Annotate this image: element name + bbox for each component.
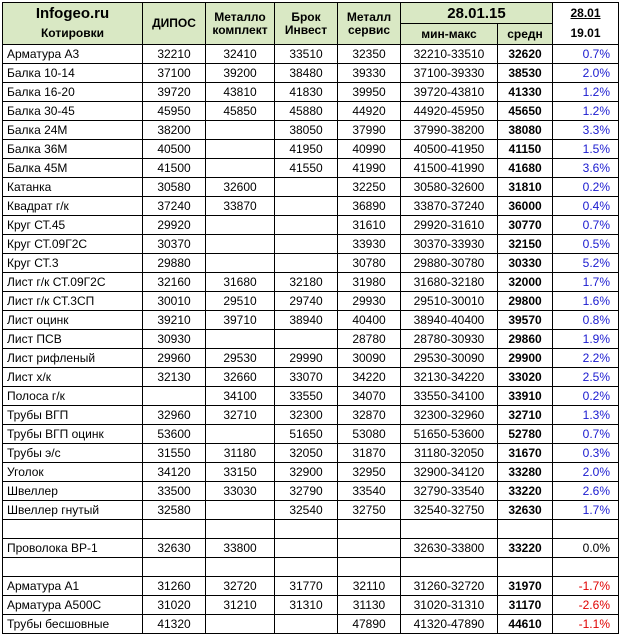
- price-metallservis: 44920: [338, 102, 401, 121]
- price-avg: 32150: [498, 235, 553, 254]
- price-change: 2.0%: [553, 463, 619, 482]
- price-metallservis: 36890: [338, 197, 401, 216]
- price-metallservis: 41990: [338, 159, 401, 178]
- price-brok-invest: 32050: [275, 444, 338, 463]
- table-row: [3, 596, 619, 615]
- price-avg: 29860: [498, 330, 553, 349]
- price-change: 1.3%: [553, 406, 619, 425]
- supplier-3-line-2: Инвест: [284, 22, 328, 37]
- product-name: Круг СТ.3: [3, 254, 143, 273]
- price-avg: 30770: [498, 216, 553, 235]
- price-range: 32210-33510: [401, 45, 498, 64]
- price-brok-invest: 32900: [275, 463, 338, 482]
- price-range: 31180-32050: [401, 444, 498, 463]
- table-row: [3, 330, 619, 349]
- price-change: 0.2%: [553, 178, 619, 197]
- product-name: Лист г/к СТ.3СП: [3, 292, 143, 311]
- price-avg: 41680: [498, 159, 553, 178]
- empty-cell: [206, 558, 275, 577]
- price-dipos: 40500: [143, 140, 206, 159]
- price-metallservis: 31870: [338, 444, 401, 463]
- price-change: 0.5%: [553, 235, 619, 254]
- empty-cell: [498, 558, 553, 577]
- price-metallservis: 32110: [338, 577, 401, 596]
- price-metallokomplekt: 31180: [206, 444, 275, 463]
- price-metallservis: 32950: [338, 463, 401, 482]
- price-metallservis: 47890: [338, 615, 401, 634]
- table-row: [3, 349, 619, 368]
- price-change: 0.7%: [553, 425, 619, 444]
- price-brok-invest: 33070: [275, 368, 338, 387]
- price-range: 31260-32720: [401, 577, 498, 596]
- product-name: Арматура А500С: [3, 596, 143, 615]
- price-metallokomplekt: 32720: [206, 577, 275, 596]
- price-metallokomplekt: [206, 121, 275, 140]
- product-name: Швеллер: [3, 482, 143, 501]
- price-avg: 39570: [498, 311, 553, 330]
- price-avg: 32630: [498, 501, 553, 520]
- price-metallokomplekt: [206, 615, 275, 634]
- table-row: [3, 368, 619, 387]
- price-dipos: 31550: [143, 444, 206, 463]
- price-metallokomplekt: 33030: [206, 482, 275, 501]
- avg-header: средн: [498, 24, 553, 45]
- price-change: 1.6%: [553, 292, 619, 311]
- price-metallservis: 29930: [338, 292, 401, 311]
- price-avg: 33220: [498, 482, 553, 501]
- price-range: 37990-38200: [401, 121, 498, 140]
- price-avg: 41150: [498, 140, 553, 159]
- table-row: [3, 254, 619, 273]
- price-avg: 33280: [498, 463, 553, 482]
- quotes-label: Котировки: [3, 24, 143, 45]
- price-metallokomplekt: 29510: [206, 292, 275, 311]
- supplier-4-header: [338, 3, 401, 45]
- table-row: [3, 311, 619, 330]
- table-row: [3, 64, 619, 83]
- supplier-1-header: ДИПОС: [143, 3, 206, 45]
- price-range: 32900-34120: [401, 463, 498, 482]
- supplier-3-header: [275, 3, 338, 45]
- price-range: 29510-30010: [401, 292, 498, 311]
- price-brok-invest: [275, 330, 338, 349]
- price-dipos: 30580: [143, 178, 206, 197]
- quote-date: 28.01.15: [401, 3, 553, 24]
- product-name: Балка 30-45: [3, 102, 143, 121]
- price-change: 1.5%: [553, 140, 619, 159]
- product-name: Арматура А3: [3, 45, 143, 64]
- price-change: 1.7%: [553, 273, 619, 292]
- price-metallokomplekt: [206, 425, 275, 444]
- product-name: Швеллер гнутый: [3, 501, 143, 520]
- table-row: [3, 235, 619, 254]
- price-dipos: 30930: [143, 330, 206, 349]
- price-change: 0.2%: [553, 387, 619, 406]
- table-row: [3, 273, 619, 292]
- price-brok-invest: 33510: [275, 45, 338, 64]
- price-dipos: 41320: [143, 615, 206, 634]
- price-brok-invest: [275, 216, 338, 235]
- price-metallokomplekt: 32410: [206, 45, 275, 64]
- table-row: [3, 387, 619, 406]
- price-brok-invest: 38480: [275, 64, 338, 83]
- product-name: Круг СТ.09Г2С: [3, 235, 143, 254]
- product-name: Трубы бесшовные: [3, 615, 143, 634]
- price-metallservis: 31980: [338, 273, 401, 292]
- price-metallokomplekt: 32600: [206, 178, 275, 197]
- table-row: [3, 539, 619, 558]
- price-dipos: 38200: [143, 121, 206, 140]
- product-name: Трубы э/с: [3, 444, 143, 463]
- price-brok-invest: 51650: [275, 425, 338, 444]
- price-metallservis: 39330: [338, 64, 401, 83]
- price-avg: 29900: [498, 349, 553, 368]
- price-avg: 30330: [498, 254, 553, 273]
- supplier-4-line-2: сервис: [347, 22, 391, 37]
- price-dipos: 29960: [143, 349, 206, 368]
- price-dipos: 39720: [143, 83, 206, 102]
- price-metallservis: 33540: [338, 482, 401, 501]
- product-name: Балка 36М: [3, 140, 143, 159]
- price-range: 29920-31610: [401, 216, 498, 235]
- product-name: Балка 10-14: [3, 64, 143, 83]
- product-name: Трубы ВГП: [3, 406, 143, 425]
- table-row: [3, 102, 619, 121]
- price-range: 32300-32960: [401, 406, 498, 425]
- price-metallservis: 40990: [338, 140, 401, 159]
- site-name: Infogeo.ru: [3, 3, 143, 24]
- price-change: -2.6%: [553, 596, 619, 615]
- price-avg: 38530: [498, 64, 553, 83]
- price-metallservis: 39950: [338, 83, 401, 102]
- empty-cell: [206, 520, 275, 539]
- supplier-3-line-1: Брок: [291, 9, 321, 24]
- price-metallservis: 53080: [338, 425, 401, 444]
- price-dipos: 33500: [143, 482, 206, 501]
- price-metallokomplekt: 43810: [206, 83, 275, 102]
- price-avg: 33020: [498, 368, 553, 387]
- empty-cell: [401, 558, 498, 577]
- price-range: 33550-34100: [401, 387, 498, 406]
- price-metallokomplekt: 32710: [206, 406, 275, 425]
- price-avg: 31670: [498, 444, 553, 463]
- price-avg: 31970: [498, 577, 553, 596]
- price-metallokomplekt: 31210: [206, 596, 275, 615]
- price-metallservis: 31610: [338, 216, 401, 235]
- table-row: [3, 216, 619, 235]
- price-brok-invest: 41550: [275, 159, 338, 178]
- price-table-body: [3, 3, 619, 634]
- price-dipos: 32210: [143, 45, 206, 64]
- price-brok-invest: 32300: [275, 406, 338, 425]
- table-row: [3, 577, 619, 596]
- price-brok-invest: 29990: [275, 349, 338, 368]
- price-metallservis: 30090: [338, 349, 401, 368]
- price-range: 44920-45950: [401, 102, 498, 121]
- price-metallservis: 32750: [338, 501, 401, 520]
- price-range: 32790-33540: [401, 482, 498, 501]
- price-metallokomplekt: 33150: [206, 463, 275, 482]
- price-range: 38940-40400: [401, 311, 498, 330]
- price-range: 51650-53600: [401, 425, 498, 444]
- price-metallservis: 34220: [338, 368, 401, 387]
- empty-cell: [401, 520, 498, 539]
- price-change: -1.1%: [553, 615, 619, 634]
- empty-cell: [3, 520, 143, 539]
- supplier-2-line-1: Металло: [214, 9, 266, 24]
- price-dipos: 34120: [143, 463, 206, 482]
- price-change: 0.0%: [553, 539, 619, 558]
- product-name: Круг СТ.45: [3, 216, 143, 235]
- price-range: 30580-32600: [401, 178, 498, 197]
- price-brok-invest: 32180: [275, 273, 338, 292]
- price-avg: 32710: [498, 406, 553, 425]
- price-change: 0.7%: [553, 216, 619, 235]
- price-brok-invest: 38940: [275, 311, 338, 330]
- price-avg: 45650: [498, 102, 553, 121]
- price-metallokomplekt: [206, 254, 275, 273]
- price-change: 0.7%: [553, 45, 619, 64]
- empty-cell: [498, 520, 553, 539]
- price-dipos: 53600: [143, 425, 206, 444]
- price-brok-invest: 41950: [275, 140, 338, 159]
- empty-cell: [143, 558, 206, 577]
- price-avg: 29800: [498, 292, 553, 311]
- price-brok-invest: [275, 197, 338, 216]
- price-brok-invest: [275, 539, 338, 558]
- price-dipos: 32580: [143, 501, 206, 520]
- empty-cell: [275, 558, 338, 577]
- price-change: 0.4%: [553, 197, 619, 216]
- price-brok-invest: 29740: [275, 292, 338, 311]
- price-brok-invest: 41830: [275, 83, 338, 102]
- price-dipos: 29920: [143, 216, 206, 235]
- table-row: [3, 159, 619, 178]
- price-change: 1.9%: [553, 330, 619, 349]
- price-dipos: 31020: [143, 596, 206, 615]
- price-avg: 33910: [498, 387, 553, 406]
- price-dipos: 37100: [143, 64, 206, 83]
- price-brok-invest: [275, 615, 338, 634]
- price-change: 1.7%: [553, 501, 619, 520]
- table-row: [3, 140, 619, 159]
- range-header: мин-макс: [401, 24, 498, 45]
- price-change: 5.2%: [553, 254, 619, 273]
- table-row: [3, 197, 619, 216]
- table-row: [3, 615, 619, 634]
- price-avg: 36000: [498, 197, 553, 216]
- price-range: 31020-31310: [401, 596, 498, 615]
- price-dipos: 32160: [143, 273, 206, 292]
- price-metallservis: 34070: [338, 387, 401, 406]
- price-change: 2.2%: [553, 349, 619, 368]
- table-row: [3, 501, 619, 520]
- price-change: 2.5%: [553, 368, 619, 387]
- price-metallservis: 28780: [338, 330, 401, 349]
- price-change: 3.6%: [553, 159, 619, 178]
- price-range: 28780-30930: [401, 330, 498, 349]
- price-avg: 32620: [498, 45, 553, 64]
- price-metallokomplekt: 39710: [206, 311, 275, 330]
- spacer-row: [3, 520, 619, 539]
- price-range: 31680-32180: [401, 273, 498, 292]
- supplier-4-line-1: Металл: [346, 9, 392, 24]
- empty-cell: [3, 558, 143, 577]
- price-dipos: [143, 387, 206, 406]
- supplier-2-header: [206, 3, 275, 45]
- price-dipos: 39210: [143, 311, 206, 330]
- price-brok-invest: [275, 235, 338, 254]
- table-row: [3, 482, 619, 501]
- price-metallservis: 30780: [338, 254, 401, 273]
- price-brok-invest: 38050: [275, 121, 338, 140]
- product-name: Уголок: [3, 463, 143, 482]
- price-metallokomplekt: 29530: [206, 349, 275, 368]
- price-range: 32130-34220: [401, 368, 498, 387]
- price-change: 0.3%: [553, 444, 619, 463]
- price-dipos: 32960: [143, 406, 206, 425]
- product-name: Лист г/к СТ.09Г2С: [3, 273, 143, 292]
- empty-cell: [338, 520, 401, 539]
- price-change: 0.8%: [553, 311, 619, 330]
- table-row: [3, 463, 619, 482]
- price-metallokomplekt: [206, 501, 275, 520]
- price-range: 32540-32750: [401, 501, 498, 520]
- price-range: 37100-39330: [401, 64, 498, 83]
- price-brok-invest: [275, 254, 338, 273]
- price-range: 41320-47890: [401, 615, 498, 634]
- price-avg: 52780: [498, 425, 553, 444]
- price-range: 30370-33930: [401, 235, 498, 254]
- price-metallokomplekt: 31680: [206, 273, 275, 292]
- product-name: Проволока ВР-1: [3, 539, 143, 558]
- product-name: Трубы ВГП оцинк: [3, 425, 143, 444]
- table-row: [3, 178, 619, 197]
- price-metallservis: [338, 539, 401, 558]
- table-row: [3, 425, 619, 444]
- price-dipos: 30010: [143, 292, 206, 311]
- empty-cell: [553, 520, 619, 539]
- price-change: -1.7%: [553, 577, 619, 596]
- price-avg: 33220: [498, 539, 553, 558]
- empty-cell: [338, 558, 401, 577]
- price-avg: 38080: [498, 121, 553, 140]
- price-brok-invest: 33550: [275, 387, 338, 406]
- price-range: 41500-41990: [401, 159, 498, 178]
- product-name: Балка 45М: [3, 159, 143, 178]
- change-date-bottom: 19.01: [553, 24, 619, 45]
- price-dipos: 37240: [143, 197, 206, 216]
- table-row: [3, 406, 619, 425]
- product-name: Квадрат г/к: [3, 197, 143, 216]
- price-metallokomplekt: [206, 159, 275, 178]
- price-dipos: 45950: [143, 102, 206, 121]
- price-metallokomplekt: [206, 140, 275, 159]
- price-change: 2.6%: [553, 482, 619, 501]
- price-avg: 31170: [498, 596, 553, 615]
- spacer-row: [3, 558, 619, 577]
- price-brok-invest: [275, 178, 338, 197]
- price-metallokomplekt: [206, 216, 275, 235]
- price-brok-invest: 31770: [275, 577, 338, 596]
- price-dipos: 32630: [143, 539, 206, 558]
- header-row-1: [3, 3, 619, 24]
- price-table: [2, 2, 619, 634]
- price-metallservis: 33930: [338, 235, 401, 254]
- price-dipos: 41500: [143, 159, 206, 178]
- price-dipos: 32130: [143, 368, 206, 387]
- price-metallservis: 32250: [338, 178, 401, 197]
- price-metallokomplekt: [206, 330, 275, 349]
- price-change: 1.2%: [553, 102, 619, 121]
- price-metallokomplekt: 33800: [206, 539, 275, 558]
- price-metallokomplekt: 33870: [206, 197, 275, 216]
- price-range: 29530-30090: [401, 349, 498, 368]
- price-avg: 32000: [498, 273, 553, 292]
- price-brok-invest: 32790: [275, 482, 338, 501]
- table-row: [3, 45, 619, 64]
- product-name: Лист х/к: [3, 368, 143, 387]
- price-brok-invest: 31310: [275, 596, 338, 615]
- price-avg: 41330: [498, 83, 553, 102]
- empty-cell: [553, 558, 619, 577]
- table-row: [3, 83, 619, 102]
- product-name: Катанка: [3, 178, 143, 197]
- price-dipos: 29880: [143, 254, 206, 273]
- price-range: 32630-33800: [401, 539, 498, 558]
- price-dipos: 30370: [143, 235, 206, 254]
- price-metallservis: 32350: [338, 45, 401, 64]
- price-metallokomplekt: [206, 235, 275, 254]
- product-name: Балка 16-20: [3, 83, 143, 102]
- price-metallokomplekt: 45850: [206, 102, 275, 121]
- table-row: [3, 121, 619, 140]
- supplier-2-line-2: комплект: [212, 22, 268, 37]
- price-metallservis: 31130: [338, 596, 401, 615]
- price-brok-invest: 45880: [275, 102, 338, 121]
- price-metallservis: 37990: [338, 121, 401, 140]
- price-metallservis: 40400: [338, 311, 401, 330]
- price-range: 29880-30780: [401, 254, 498, 273]
- price-avg: 44610: [498, 615, 553, 634]
- product-name: Арматура А1: [3, 577, 143, 596]
- price-avg: 31810: [498, 178, 553, 197]
- price-change: 3.3%: [553, 121, 619, 140]
- price-range: 40500-41950: [401, 140, 498, 159]
- product-name: Лист оцинк: [3, 311, 143, 330]
- price-change: 1.2%: [553, 83, 619, 102]
- product-name: Балка 24М: [3, 121, 143, 140]
- empty-cell: [143, 520, 206, 539]
- price-dipos: 31260: [143, 577, 206, 596]
- price-change: 2.0%: [553, 64, 619, 83]
- change-date-top: 28.01: [553, 3, 619, 24]
- price-metallokomplekt: 34100: [206, 387, 275, 406]
- product-name: Лист рифленый: [3, 349, 143, 368]
- table-row: [3, 292, 619, 311]
- price-brok-invest: 32540: [275, 501, 338, 520]
- price-range: 39720-43810: [401, 83, 498, 102]
- price-metallokomplekt: 39200: [206, 64, 275, 83]
- product-name: Лист ПСВ: [3, 330, 143, 349]
- product-name: Полоса г/к: [3, 387, 143, 406]
- table-row: [3, 444, 619, 463]
- price-metallokomplekt: 32660: [206, 368, 275, 387]
- price-metallservis: 32870: [338, 406, 401, 425]
- price-range: 33870-37240: [401, 197, 498, 216]
- empty-cell: [275, 520, 338, 539]
